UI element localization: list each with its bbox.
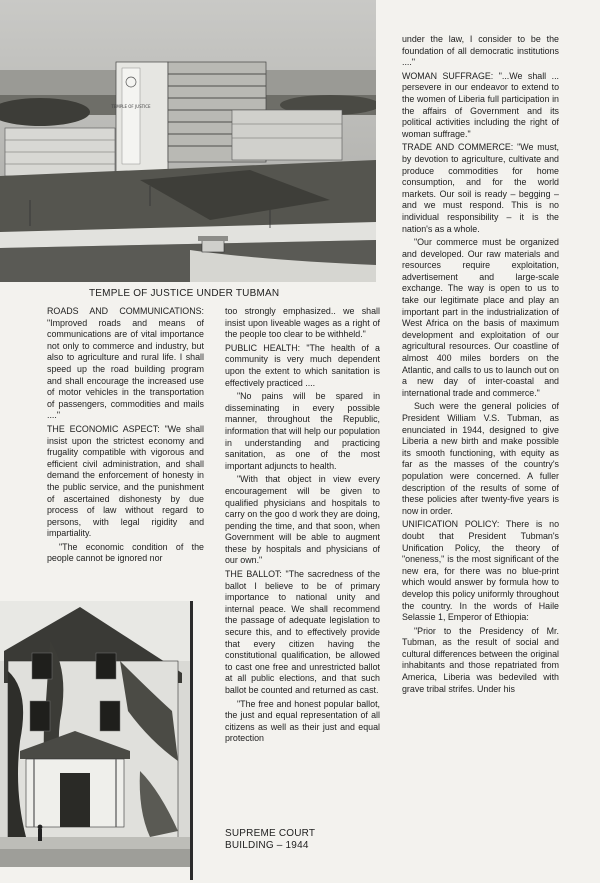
heading-woman-suffrage: WOMAN SUFFRAGE:	[402, 70, 494, 81]
paragraph-text: "The health of a community is very much dependent upon the extent to which sanitation is effectively practiced ....	[225, 342, 380, 388]
paragraph-text: "With that object in view every encouragement will be given to qualified physicians and hospitals to carry on the goo d work they are doing, pending the time, and that soon, when Government will be able to augment these by hospitals and physicians of our own."	[225, 474, 380, 566]
paragraph-free-ballot	[225, 699, 380, 745]
temple-of-justice-photo	[0, 0, 376, 282]
temple-of-justice-image	[0, 0, 376, 282]
paragraph-text: under the law, I consider to be the foundation of all democratic institutions ...."	[402, 34, 559, 68]
text-column-2	[225, 306, 380, 816]
paragraph-trade	[402, 142, 559, 235]
paragraph-sanitation	[225, 391, 380, 472]
supreme-court-photo	[0, 601, 192, 867]
heading-public-health: PUBLIC HEALTH:	[225, 342, 301, 353]
top-photo-caption: TEMPLE OF JUSTICE UNDER TUBMAN	[89, 288, 280, 299]
paragraph-text: "...We shall ... persevere in our endeavor to extend to the women of Liberia full participation in the affairs of Government and its political activities including the right of woman suffrage."	[402, 70, 560, 139]
paragraph-physicians	[225, 474, 380, 567]
text-column-3	[402, 34, 559, 814]
paragraph-text: "We must, by devotion to agriculture, cultivate and produce commodities for home consumption, and for the world markets. Our soil is ready – begging – and we must respond. This is no individual responsibility – it is the nation's as a whole.	[402, 142, 560, 234]
paragraph-economic-condition	[47, 542, 204, 565]
paragraph-text: "No pains will be spared in disseminating in every possible manner, throughout the Republic, information that will help our population in understanding and practicing sanitation, as one of the most important adjuncts to health.	[225, 391, 380, 471]
paragraph-text: "We shall insist upon the strictest economy and frugality compatible with vigorous and efficient civil administration, and shall demand the enforcement of honesty in the public service, and the punishment of ascertained dishonesty by due process of law without regard to persons, with legal rigidity and impartiality.	[47, 423, 204, 539]
paragraph-text: "The economic condition of the people cannot be ignored nor	[47, 541, 204, 564]
paragraph-text: too strongly emphasized.. we shall insist upon liveable wages as a right of the people too clear to be withheld."	[225, 306, 380, 340]
building-sign: TEMPLE OF JUSTICE	[111, 104, 151, 109]
paragraph-text: "Our commerce must be organized and developed. Our raw materials and resources require exploitation, advertisement and large-scale exchange. The way is open to us to take our legitimate place and play an important part in the industrialization of West Africa on the basis of maximum development and exploitation of our agricultural resources. Our coastline of almost 400 miles borders on the Atlantic, and calls to us to launch out on a new day of inter-coastal and international trade and commerce."	[402, 237, 559, 398]
paragraph-commerce	[402, 237, 559, 399]
text-column-1	[47, 306, 204, 598]
paragraph-ballot	[225, 569, 380, 697]
caption-line-1: SUPREME COURT	[225, 828, 316, 839]
caption-line-2: BUILDING – 1944	[225, 840, 309, 851]
heading-trade: TRADE AND COMMERCE:	[402, 142, 514, 153]
heading-ballot: THE BALLOT:	[225, 569, 282, 580]
paragraph-law	[402, 34, 559, 69]
paragraph-policies	[402, 401, 559, 517]
paragraph-text: "Improved roads and means of communications are of vital importance not only to commerce and industry, but also to agriculture and rural life. I shall speed up the road building program and shall encourage the increased use of motor vehicles in the transportation of passengers, commodities and mails ...."	[47, 317, 204, 421]
paragraph-text: There is no doubt that President Tubman's Unification Policy, the theory of "oneness," is the most significant of the new era, for there was no blue-print which would answer by formula how to develop this policy uniformly throughout the country. In the words of Haile Selassie 1, Emperor of Ethiopia:	[402, 519, 559, 623]
heading-roads: ROADS AND COMMUNICATIONS:	[47, 306, 204, 316]
paragraph-unification	[402, 519, 559, 623]
paragraph-text: "Prior to the Presidency of Mr. Tubman, as the result of social and cultural differences between the original inhabitants and those repatriated from America, Liberia was bedeviled with grave tribal strifes. Under his	[402, 625, 559, 694]
paragraph-public-health	[225, 343, 380, 389]
paragraph-wages	[225, 306, 380, 341]
paragraph-economic	[47, 424, 204, 540]
bottom-photo-caption	[225, 828, 315, 852]
paragraph-text: Such were the general policies of President William V.S. Tubman, as enunciated in 1944, designed to give Liberia a new birth and make possible its smooth functioning, with equity as far as the masses of the country's population were concerned. A fuller description of the results of some of these policies after twenty-five years is now in order.	[402, 401, 559, 516]
heading-economic: THE ECONOMIC ASPECT:	[47, 423, 160, 434]
supreme-court-image	[0, 601, 192, 867]
paragraph-woman-suffrage	[402, 71, 559, 141]
paragraph-prior	[402, 626, 559, 696]
paragraph-text: "The free and honest popular ballot, the just and equal representation of all citizens as well as their just and equal protection	[225, 698, 380, 744]
photo-border-line	[190, 601, 193, 880]
paragraph-roads	[47, 306, 204, 422]
paragraph-text: "The sacredness of the ballot I believe to be of primary importance to national unity and internal peace. We shall recommend the passage of adequate legislation to secure this, and to effectively provide that every citizen having the constitutional qualification, be allowed to cast one free and unrestricted ballot at all public elections, and that such ballot be counted and returned as cast.	[225, 569, 380, 695]
heading-unification: UNIFICATION POLICY:	[402, 519, 500, 530]
